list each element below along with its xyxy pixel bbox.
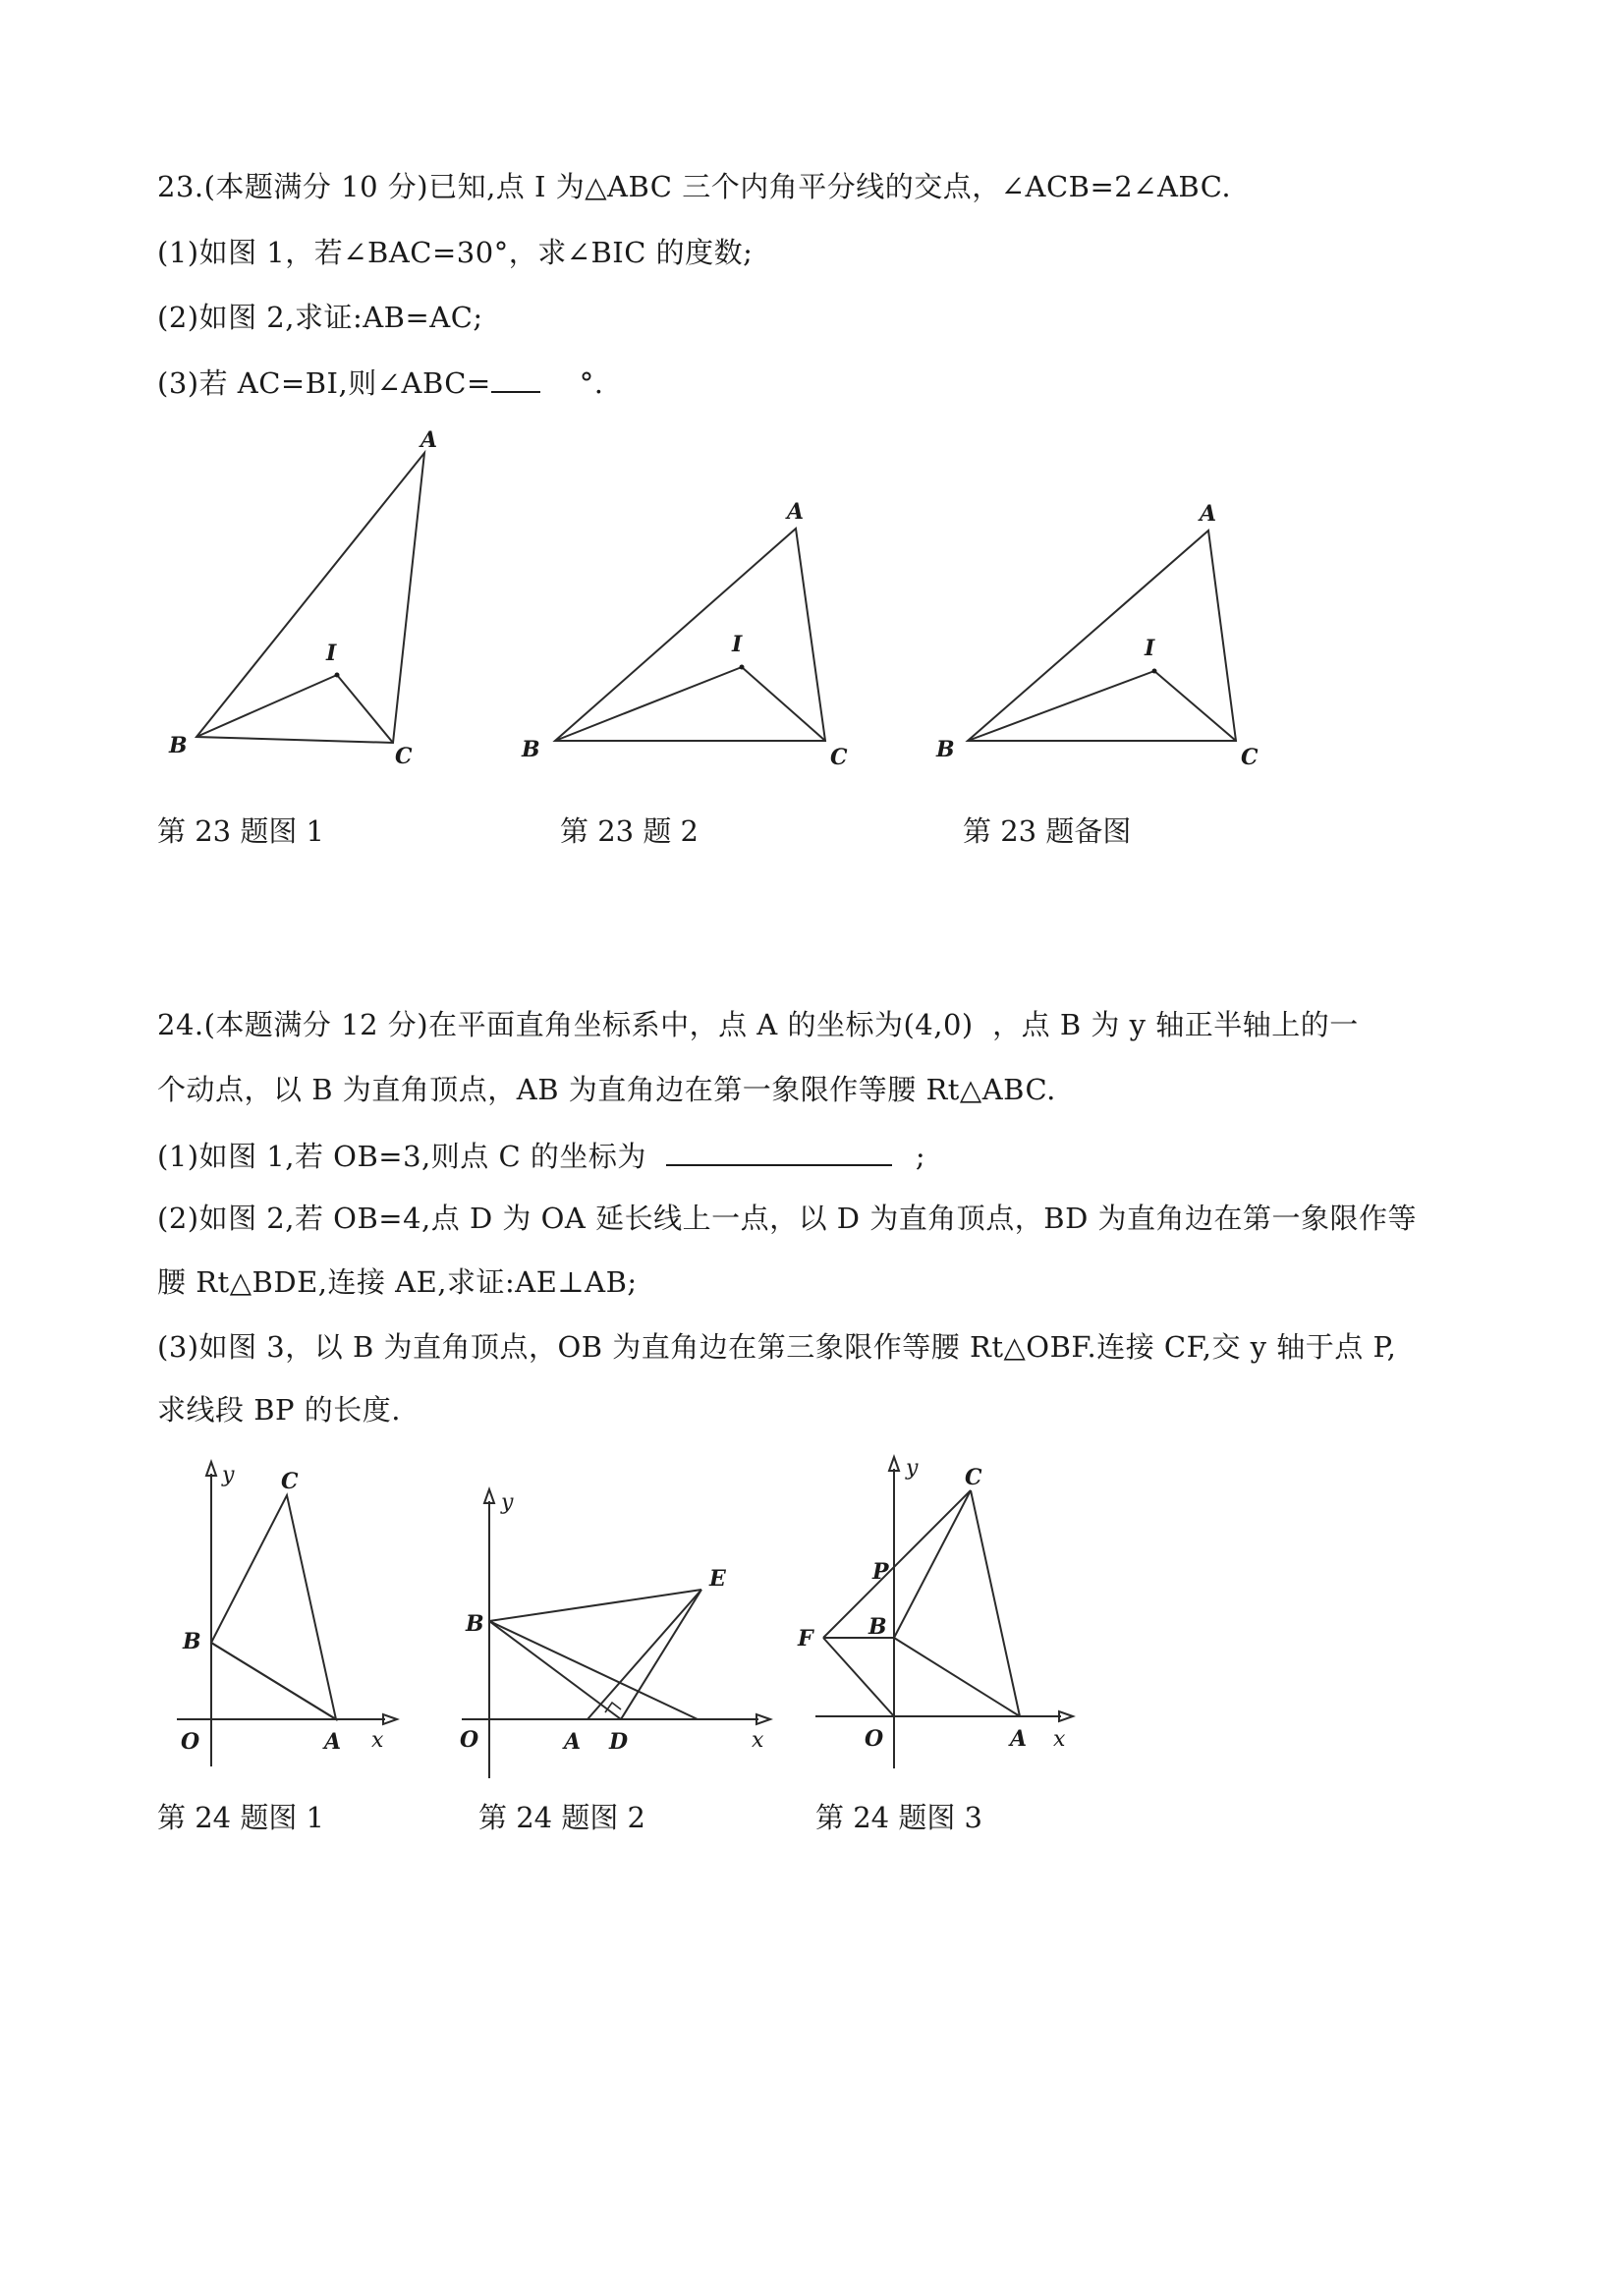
f24-3-F: F bbox=[798, 1626, 813, 1652]
f24-1-A: A bbox=[324, 1729, 342, 1755]
q24-part3-line2: 求线段 BP 的长度. bbox=[157, 1393, 401, 1427]
f24-3-O: O bbox=[865, 1726, 884, 1752]
q23-figure-2 bbox=[516, 491, 860, 776]
fig2-label-C: C bbox=[830, 745, 848, 770]
f24-1-y: y bbox=[222, 1463, 235, 1487]
q24-figure-2 bbox=[452, 1484, 786, 1778]
q24-caption-3: 第 24 题图 3 bbox=[815, 1801, 983, 1834]
q23-part3-text: (3)若 AC=BI,则∠ABC= bbox=[157, 366, 491, 400]
f24-3-A: A bbox=[1010, 1726, 1028, 1752]
q23-caption-2: 第 23 题 2 bbox=[560, 814, 700, 848]
f24-2-A: A bbox=[564, 1729, 582, 1755]
fig2-label-I: I bbox=[732, 632, 743, 657]
f24-2-y: y bbox=[501, 1490, 514, 1515]
q23-part2: (2)如图 2,求证:AB=AC; bbox=[157, 301, 483, 334]
f24-1-C: C bbox=[281, 1469, 299, 1494]
f24-3-P: P bbox=[872, 1559, 889, 1585]
fig1-label-I: I bbox=[326, 641, 337, 666]
q23-answer-blank[interactable] bbox=[491, 362, 540, 393]
q24-part2-line1: (2)如图 2,若 OB=4,点 D 为 OA 延长线上一点，以 D 为直角顶点，BD 为直角边在第一象限作等 bbox=[157, 1202, 1418, 1235]
q24-part2-line2: 腰 Rt△BDE,连接 AE,求证:AE⊥AB; bbox=[157, 1265, 638, 1299]
q23-caption-1: 第 23 题图 1 bbox=[157, 814, 325, 848]
fig1-label-A: A bbox=[420, 427, 438, 453]
f24-3-x: x bbox=[1053, 1727, 1066, 1752]
fig3-label-B: B bbox=[936, 737, 955, 762]
f24-2-x: x bbox=[752, 1728, 764, 1753]
fig3-label-I: I bbox=[1145, 636, 1155, 661]
q23-figure-1 bbox=[157, 427, 452, 776]
q24-stem-line2: 个动点，以 B 为直角顶点，AB 为直角边在第一象限作等腰 Rt△ABC. bbox=[157, 1073, 1056, 1106]
q24-part1-end: ; bbox=[915, 1140, 926, 1173]
f24-1-O: O bbox=[181, 1729, 200, 1755]
f24-3-C: C bbox=[965, 1465, 982, 1490]
f24-2-B: B bbox=[466, 1611, 484, 1637]
q24-answer-blank[interactable] bbox=[666, 1135, 892, 1166]
q24-part1 bbox=[157, 1135, 925, 1176]
f24-1-x: x bbox=[371, 1728, 384, 1753]
q23-part3-unit: °. bbox=[579, 366, 604, 400]
fig1-label-C: C bbox=[395, 744, 413, 769]
q24-figure-1 bbox=[157, 1454, 413, 1778]
f24-3-B: B bbox=[868, 1614, 887, 1640]
q24-part1-text: (1)如图 1,若 OB=3,则点 C 的坐标为 bbox=[157, 1140, 646, 1173]
q23-stem: 23.(本题满分 10 分)已知,点 I 为△ABC 三个内角平分线的交点，∠ACB=2∠ABC. bbox=[157, 170, 1232, 203]
f24-1-B: B bbox=[183, 1629, 201, 1654]
fig2-label-A: A bbox=[787, 499, 805, 525]
q23-part3 bbox=[157, 362, 604, 403]
fig2-label-B: B bbox=[522, 737, 540, 762]
q24-part3-line1: (3)如图 3，以 B 为直角顶点，OB 为直角边在第三象限作等腰 Rt△OBF.连接 CF,交 y 轴于点 P, bbox=[157, 1330, 1397, 1364]
fig3-label-A: A bbox=[1200, 501, 1217, 527]
fig1-label-B: B bbox=[169, 733, 188, 758]
f24-2-E: E bbox=[709, 1566, 726, 1592]
q23-figure-backup bbox=[928, 491, 1272, 776]
q24-stem-line1: 24.(本题满分 12 分)在平面直角坐标系中，点 A 的坐标为(4,0) ，点 B 为 y 轴正半轴上的一 bbox=[157, 1008, 1359, 1041]
q24-caption-2: 第 24 题图 2 bbox=[478, 1801, 646, 1834]
f24-2-D: D bbox=[609, 1729, 629, 1755]
f24-3-y: y bbox=[906, 1456, 919, 1481]
q23-part1: (1)如图 1，若∠BAC=30°，求∠BIC 的度数; bbox=[157, 236, 754, 269]
q24-figure-3 bbox=[786, 1449, 1081, 1773]
q24-caption-1: 第 24 题图 1 bbox=[157, 1801, 325, 1834]
q23-caption-3: 第 23 题备图 bbox=[963, 814, 1132, 848]
fig3-label-C: C bbox=[1241, 745, 1259, 770]
f24-2-O: O bbox=[460, 1727, 479, 1753]
